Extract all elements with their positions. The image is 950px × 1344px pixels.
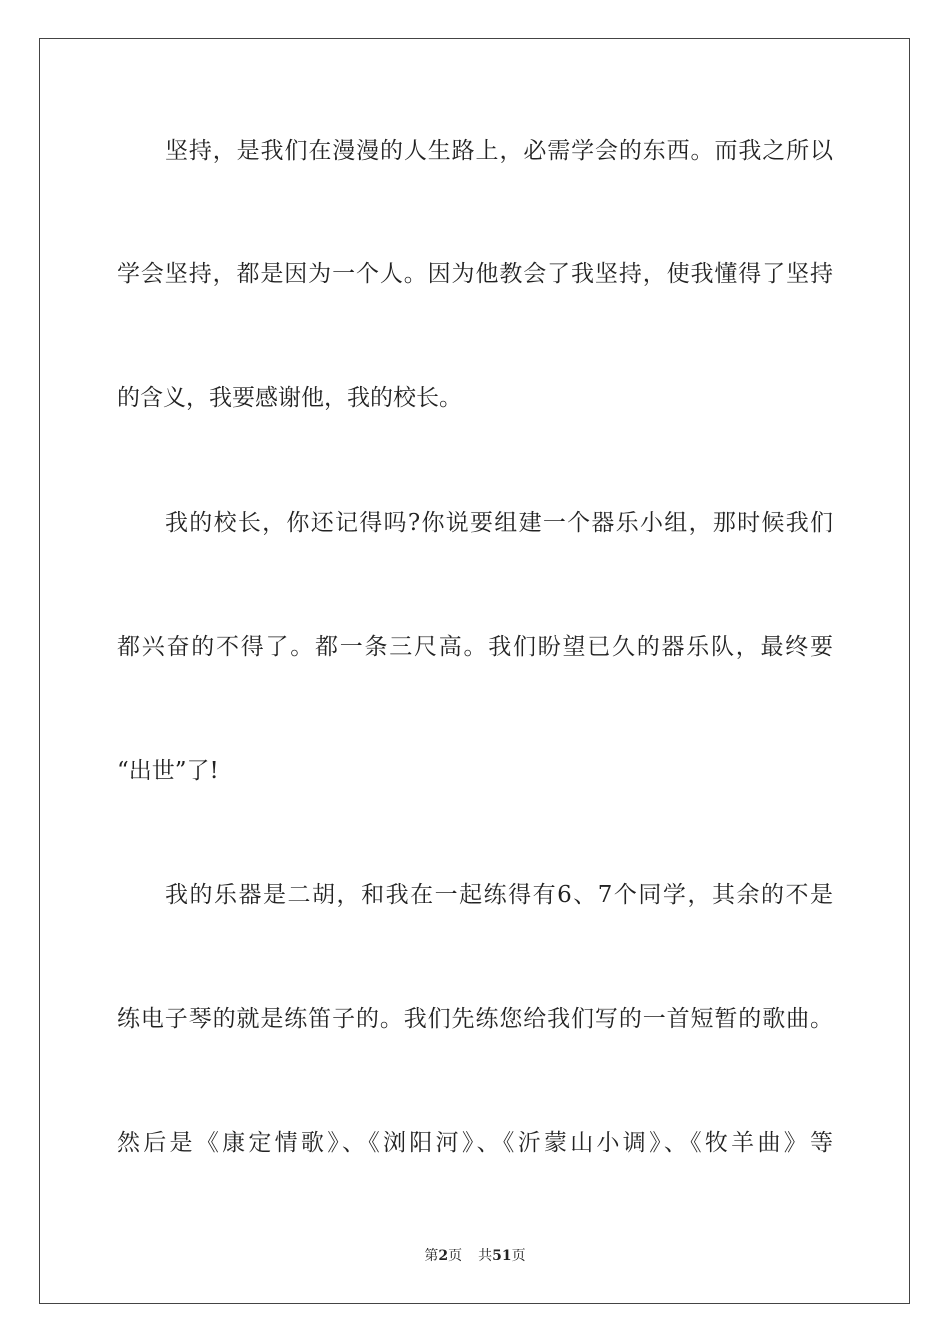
paragraph-1-line-3: 的含义，我要感谢他，我的校长。 [117, 385, 462, 411]
paragraph-3-line-2: 练电子琴的就是练笛子的。我们先练您给我们写的一首短暂的歌曲。 [117, 1006, 833, 1032]
paragraph-1-line-1: 坚持，是我们在漫漫的人生路上，必需学会的东西。而我之所以 [165, 138, 833, 164]
page-footer [0, 1246, 950, 1266]
total-suffix: 页 [511, 1248, 526, 1264]
current-page-number: 2 [438, 1248, 449, 1264]
paragraph-2-line-3: “出世”了! [117, 758, 219, 784]
paragraph-3-line-1: 我的乐器是二胡，和我在一起练得有6、7个同学，其余的不是 [165, 882, 833, 908]
paragraph-3-line-3: 然后是《康定情歌》、《浏阳河》、《沂蒙山小调》、《牧羊曲》等 [117, 1130, 833, 1156]
paragraph-2-line-1: 我的校长，你还记得吗?你说要组建一个器乐小组，那时候我们 [165, 510, 833, 536]
page-suffix: 页 [448, 1248, 463, 1264]
paragraph-2-line-2: 都兴奋的不得了。都一条三尺高。我们盼望已久的器乐队，最终要 [117, 634, 833, 660]
total-pages-number: 51 [492, 1248, 512, 1264]
page-border [39, 38, 910, 1304]
total-prefix: 共 [478, 1248, 493, 1264]
page-prefix: 第 [424, 1248, 439, 1264]
paragraph-1-line-2: 学会坚持，都是因为一个人。因为他教会了我坚持，使我懂得了坚持 [117, 261, 833, 287]
